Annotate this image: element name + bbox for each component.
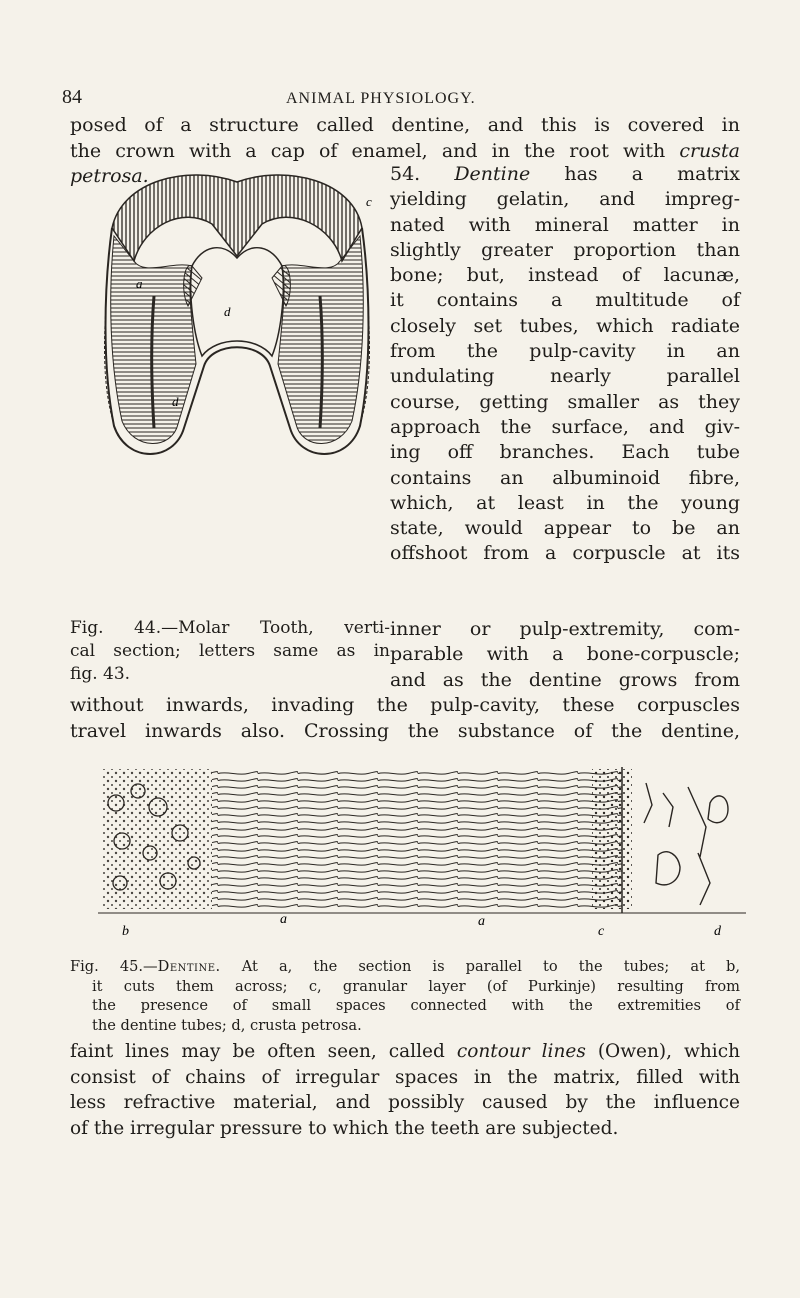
section-54-line: which, at least in the young	[390, 491, 740, 514]
final-paragraph	[70, 1039, 740, 1141]
figure-45-dentine-section	[98, 763, 746, 941]
term-contour-lines: contour lines	[456, 1041, 586, 1062]
section-54-line: ing off branches. Each tube	[390, 441, 740, 464]
section-54-line: approach the surface, and giv-	[390, 415, 740, 438]
section-54-line: bone; but, instead of lacunæ,	[390, 264, 740, 287]
figure-45-caption	[70, 957, 740, 1035]
label-c: c	[598, 924, 605, 939]
label-d: d	[714, 924, 721, 939]
running-head: ANIMAL PHYSIOLOGY.	[286, 90, 476, 107]
section-54-continued	[390, 617, 740, 693]
region-d-crusta-petrosa	[644, 783, 728, 905]
section-54-line: yielding gelatin, and impreg-	[390, 188, 740, 211]
section-54	[390, 162, 740, 567]
pulp-cavity	[191, 248, 284, 356]
enamel-cap	[112, 175, 362, 261]
section-term-dentine: Dentine	[454, 163, 531, 185]
final-paragraph-line-1	[70, 1039, 740, 1065]
section-54-line: course, getting smaller as they	[390, 390, 740, 413]
label-b: b	[122, 924, 129, 939]
figure-45-title: Dentine.	[157, 958, 221, 975]
figure-45-caption-line: the dentine tubes; d, crusta petrosa.	[92, 1016, 362, 1034]
region-c-granular-layer	[592, 769, 632, 909]
label-a-right: a	[478, 914, 485, 929]
intro-term-petrosa: petrosa.	[70, 165, 149, 188]
label-d-left: d	[224, 304, 231, 319]
final-paragraph-line: less refractive material, and possibly caused by the influence	[70, 1092, 740, 1114]
label-a-left: a	[280, 912, 287, 927]
section-54-full-line: without inwards, invading the pulp-cavity, these corpuscles	[70, 694, 740, 716]
figure-44-molar-tooth	[92, 166, 382, 466]
intro-term-crusta: crusta	[679, 139, 740, 162]
page-number: 84	[62, 86, 82, 108]
intro-line-2-text: the crown with a cap of enamel, and in the root with	[70, 139, 680, 162]
figure-45-caption-line: the presence of small spaces connected with the extremities of	[92, 997, 740, 1014]
figure-45-caption-line-1	[70, 957, 740, 977]
region-b-cross-section	[102, 769, 212, 909]
figure-44-caption	[70, 617, 390, 686]
region-a-parallel-tubes	[212, 769, 622, 909]
section-54-line: undulating nearly parallel	[390, 365, 740, 388]
section-54-full-width	[70, 693, 740, 744]
section-54-line: state, would appear to be an	[390, 517, 740, 540]
final-text-b: (Owen), which	[585, 1041, 740, 1062]
final-paragraph-line: consist of chains of irregular spaces in the matrix, filled with	[70, 1066, 740, 1088]
figure-45-caption-text: At a, the section is parallel to the tubes; at b,	[241, 958, 740, 975]
section-54-cont-line: parable with a bone-corpuscle;	[390, 643, 740, 666]
figure-44-caption-line: fig. 43.	[70, 664, 131, 684]
figure-45-caption-line: it cuts them across; c, granular layer (of Purkinje) resulting from	[92, 977, 740, 995]
final-paragraph-line: of the irregular pressure to which the teeth are subjected.	[70, 1117, 619, 1139]
section-54-line: offshoot from a corpuscle at its	[390, 542, 740, 565]
section-54-line: contains an albuminoid fibre,	[390, 466, 740, 489]
section-54-line: nated with mineral matter in	[390, 213, 740, 236]
label-a: a	[136, 276, 143, 291]
section-54-line: closely set tubes, which radiate	[390, 314, 740, 337]
section-54-cont-line: inner or pulp-extremity, com-	[390, 618, 740, 640]
section-54-line: from the pulp-cavity in an	[390, 340, 740, 363]
figure-45-label: Fig. 45.—	[70, 958, 158, 975]
section-54-line: it contains a multitude of	[390, 289, 740, 312]
figure-44-caption-line: cal section; letters same as in	[70, 641, 390, 661]
section-54-cont-line: and as the dentine grows from	[390, 668, 740, 691]
section-54-full-line: travel inwards also. Crossing the substance of the dentine,	[70, 719, 740, 742]
final-text-a: faint lines may be often seen, called	[70, 1041, 457, 1062]
figure-44-caption-line: Fig. 44.—Molar Tooth, verti-	[70, 618, 390, 638]
label-c: c	[366, 194, 372, 209]
intro-line-2	[70, 139, 740, 165]
intro-line-1: posed of a structure called dentine, and this is covered in	[70, 114, 740, 136]
section-54-text-1: has a matrix	[564, 163, 740, 185]
section-54-line-1	[390, 162, 740, 187]
label-d-right: d	[172, 394, 179, 409]
section-number: 54.	[390, 163, 421, 185]
section-54-line: slightly greater proportion than	[390, 238, 740, 261]
